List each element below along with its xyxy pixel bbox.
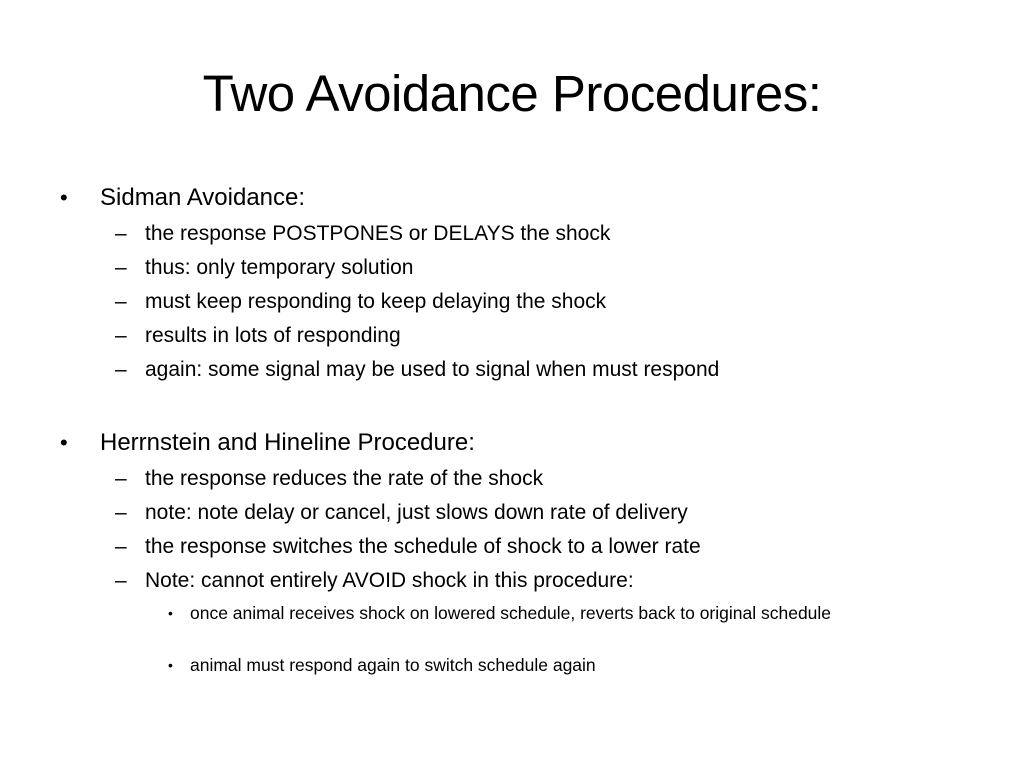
dash-icon: –	[115, 222, 127, 245]
bullet-herrnstein-hineline	[60, 428, 475, 458]
sub-bullet-text: must keep responding to keep delaying the shock	[145, 290, 607, 313]
sub-bullet	[115, 357, 720, 383]
bullet-text: Sidman Avoidance:	[100, 184, 306, 211]
sub-bullet	[115, 255, 414, 281]
bullet-dot-icon: •	[168, 657, 173, 673]
bullet-sidman-avoidance	[60, 183, 306, 213]
sub-bullet-text: the response POSTPONES or DELAYS the shock	[145, 222, 611, 245]
dash-icon: –	[115, 324, 127, 347]
bullet-dot-icon: •	[60, 185, 68, 210]
sub-bullet-text: note: note delay or cancel, just slows down rate of delivery	[145, 501, 688, 524]
sub-sub-bullet	[168, 654, 596, 676]
sub-bullet-text: Note: cannot entirely AVOID shock in this procedure:	[145, 569, 634, 592]
bullet-dot-icon: •	[168, 605, 173, 621]
dash-icon: –	[115, 290, 127, 313]
sub-bullet	[115, 568, 634, 594]
sub-bullet-text: the response reduces the rate of the shock	[145, 467, 544, 490]
sub-sub-bullet-text: animal must respond again to switch schedule again	[190, 655, 596, 675]
sub-bullet	[115, 221, 611, 247]
bullet-dot-icon: •	[60, 430, 68, 455]
sub-bullet-text: thus: only temporary solution	[145, 256, 414, 279]
sub-bullet-text: the response switches the schedule of shock to a lower rate	[145, 535, 701, 558]
sub-sub-bullet-text: once animal receives shock on lowered schedule, reverts back to original schedule	[190, 603, 832, 623]
sub-bullet-text: results in lots of responding	[145, 324, 401, 347]
dash-icon: –	[115, 358, 127, 381]
bullet-text: Herrnstein and Hineline Procedure:	[100, 429, 475, 456]
sub-bullet	[115, 323, 401, 349]
dash-icon: –	[115, 535, 127, 558]
sub-bullet	[115, 466, 544, 492]
sub-bullet	[115, 500, 688, 526]
sub-bullet-text: again: some signal may be used to signal when must respond	[145, 358, 720, 381]
sub-sub-bullet	[168, 602, 950, 624]
sub-bullet	[115, 289, 607, 315]
dash-icon: –	[115, 569, 127, 592]
dash-icon: –	[115, 256, 127, 279]
dash-icon: –	[115, 501, 127, 524]
sub-bullet	[115, 534, 701, 560]
dash-icon: –	[115, 467, 127, 490]
slide-title: Two Avoidance Procedures:	[202, 65, 822, 122]
